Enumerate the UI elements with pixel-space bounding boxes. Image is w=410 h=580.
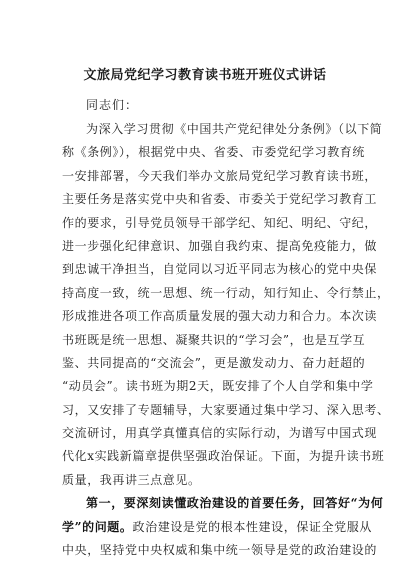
paragraph-line: 习，又安排了专题辅导，大家要通过集中学习、深入思考、 [62,402,390,417]
paragraph-line: 一安排部署，今天我们举办文旅局党纪学习教育读书班， [62,168,378,183]
paragraph-line: 质量，我再讲三点意见。 [62,472,201,487]
paragraph-line: 形成推进各项工作高质量发展的强大动力和合力。本次读 [62,309,378,324]
body-text [62,118,390,562]
paragraph-line: 到忠诚干净担当，自觉同以习近平同志为核心的党中央保 [62,262,378,277]
point-one-line [62,516,372,539]
paragraph-line: 鉴、共同提高的“交流会”，更是激发动力、奋力赶超的 [62,355,366,370]
paragraph-line: 书班既是统一思想、凝聚共识的“学习会”，也是互学互 [62,332,366,347]
paragraph-line: 主要任务是落实党中央和省委、市委关于党纪学习教育工 [62,192,378,207]
paragraph-line: 代化x实践新篇章提供坚强政治保证。下面，为提升读书班 [62,449,385,464]
paragraph-line: 进一步强化纪律意识、加强自我约束、提高免疫能力，做 [62,238,378,253]
point-one-heading: 第一，要深刻读懂政治建设的首要任务，回答好“为何 [86,496,384,511]
paragraph-line: 作的要求，引导党员领导干部学纪、知纪、明纪、守纪， [62,215,378,230]
paragraph-line: 交流研讨，用真学真懂真信的实际行动，为谱写中国式现 [62,426,378,441]
paragraph-line: 为深入学习贯彻《中国共产党纪律处分条例》（以下简 [86,122,383,136]
point-one-text: 政治建设是党的根本性建设，保证全党服从 [132,519,372,534]
paragraph-line: 中央，坚持党中央权威和集中统一领导是党的政治建设的 [62,543,378,558]
paragraph-line: “动员会”。读书班为期2天，既安排了个人自学和集中学 [62,379,374,394]
point-one-heading-end: 学”的问题。 [62,519,133,534]
paragraph-line: 持高度一致，统一思想、统一行动，知行知止、令行禁止， [62,285,390,300]
salutation: 同志们： [86,98,139,112]
document-title: 文旅局党纪学习教育读书班开班仪式讲话 [83,68,327,83]
paragraph-line: 称《条例》），根据党中央、省委、市委党纪学习教育统 [62,145,366,160]
